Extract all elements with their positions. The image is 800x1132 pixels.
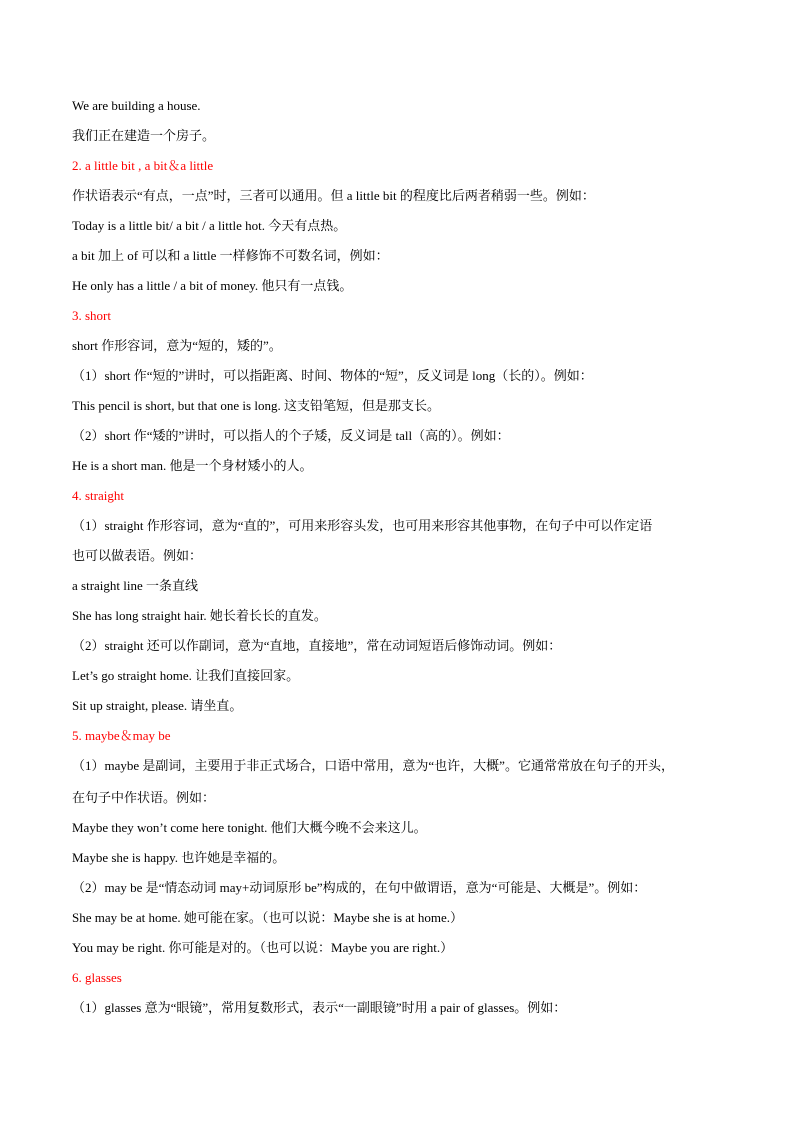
example-sentence: She has long straight hair. 她长着长长的直发。	[72, 608, 327, 623]
explanation-text: （1）maybe 是副词，主要用于非正式场合，口语中常用，意为“也许，大概”。它通常常放在句子的开头，	[72, 758, 674, 773]
example-sentence: We are building a house.	[72, 98, 201, 113]
example-sentence: He only has a little / a bit of money. 他只有一点钱。	[72, 278, 353, 293]
example-sentence: Let’s go straight home. 让我们直接回家。	[72, 668, 300, 683]
example-sentence: Maybe she is happy. 也许她是幸福的。	[72, 850, 286, 865]
example-translation: 我们正在建造一个房子。	[72, 128, 216, 143]
section-heading-short: 3. short	[72, 308, 111, 323]
example-sentence: This pencil is short, but that one is long. 这支铅笔短，但是那支长。	[72, 398, 440, 413]
example-sentence: Maybe they won’t come here tonight. 他们大概今晚不会来这儿。	[72, 820, 427, 835]
explanation-text: a bit 加上 of 可以和 a little 一样修饰不可数名词，例如：	[72, 248, 389, 263]
explanation-text: 也可以做表语。例如：	[72, 548, 203, 563]
explanation-text: 在句子中作状语。例如：	[72, 790, 216, 805]
explanation-text: （2）may be 是“情态动词 may+动词原形 be”构成的，在句中做谓语，意为“可能是、大概是”。例如：	[72, 880, 647, 895]
example-sentence: Sit up straight, please. 请坐直。	[72, 698, 243, 713]
explanation-text: （1）short 作“短的”讲时，可以指距离、时间、物体的“短”，反义词是 long（长的）。例如：	[72, 368, 593, 383]
example-sentence: He is a short man. 他是一个身材矮小的人。	[72, 458, 313, 473]
example-sentence: Today is a little bit/ a bit / a little hot. 今天有点热。	[72, 218, 347, 233]
explanation-text: （1）glasses 意为“眼镜”，常用复数形式，表示“一副眼镜”时用 a pair of glasses。例如：	[72, 1000, 567, 1015]
explanation-text: （1）straight 作形容词，意为“直的”，可用来形容头发，也可用来形容其他事物，在句子中可以作定语	[72, 518, 653, 533]
example-sentence: She may be at home. 她可能在家。（也可以说：Maybe she is at home.）	[72, 910, 464, 925]
example-sentence: You may be right. 你可能是对的。（也可以说：Maybe you are right.）	[72, 940, 454, 955]
section-heading-a-little-bit: 2. a little bit , a bit＆a little	[72, 158, 214, 173]
explanation-text: （2）straight 还可以作副词，意为“直地，直接地”，常在动词短语后修饰动词。例如：	[72, 638, 562, 653]
section-heading-straight: 4. straight	[72, 488, 124, 503]
section-heading-glasses: 6. glasses	[72, 970, 122, 985]
section-heading-maybe: 5. maybe＆may be	[72, 728, 171, 743]
explanation-text: 作状语表示“有点，一点”时，三者可以通用。但 a little bit 的程度比后两者稍弱一些。例如：	[72, 188, 595, 203]
example-sentence: a straight line 一条直线	[72, 578, 199, 593]
explanation-text: （2）short 作“矮的”讲时，可以指人的个子矮，反义词是 tall（高的）。例如：	[72, 428, 510, 443]
explanation-text: short 作形容词，意为“短的，矮的”。	[72, 338, 282, 353]
